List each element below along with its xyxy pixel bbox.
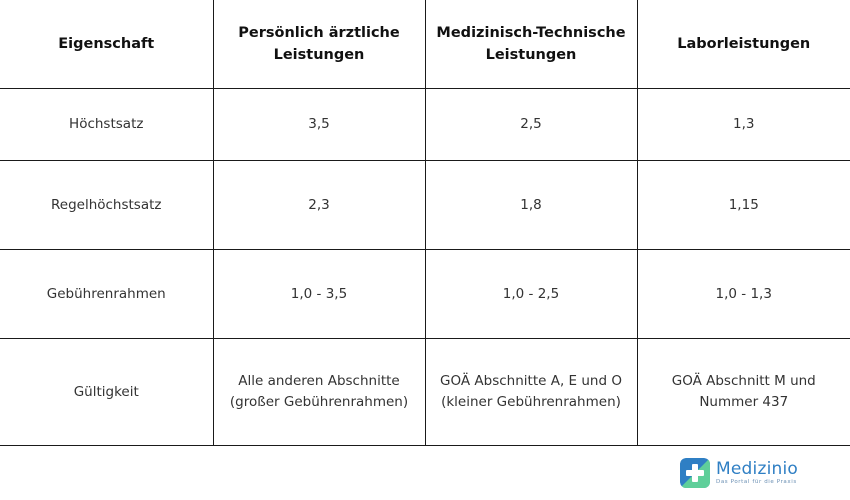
header-personal-medical: Persönlich ärztliche Leistungen (213, 0, 425, 89)
header-medical-technical: Medizinisch-Technische Leistungen (425, 0, 637, 89)
table-cell: GOÄ Abschnitt M und Nummer 437 (637, 339, 850, 446)
medizinio-logo (680, 456, 798, 490)
table-cell: 2,3 (213, 161, 425, 250)
table-cell: 1,0 - 2,5 (425, 250, 637, 339)
table-row-gebuehrenrahmen (0, 250, 850, 339)
logo-tagline: Das Portal für die Praxis (716, 479, 797, 485)
table-header-row (0, 0, 850, 89)
table-row-gueltigkeit (0, 339, 850, 446)
table-cell: 1,0 - 1,3 (637, 250, 850, 339)
table-cell: Gebührenrahmen (0, 250, 213, 339)
table-cell: GOÄ Abschnitte A, E und O (kleiner Gebührenrahmen) (425, 339, 637, 446)
table-cell: 1,0 - 3,5 (213, 250, 425, 339)
table-row-hoechstsatz (0, 89, 850, 161)
header-property: Eigenschaft (0, 0, 213, 89)
table-cell: Gültigkeit (0, 339, 213, 446)
table-cell: Höchstsatz (0, 89, 213, 161)
table-cell: Alle anderen Abschnitte (großer Gebührenrahmen) (213, 339, 425, 446)
table-cell: 1,8 (425, 161, 637, 250)
table-cell: Regelhöchstsatz (0, 161, 213, 250)
logo-wordmark: Medizinio (716, 459, 798, 479)
table-cell: 1,3 (637, 89, 850, 161)
table-cell: 1,15 (637, 161, 850, 250)
table-cell: 2,5 (425, 89, 637, 161)
table-cell: 3,5 (213, 89, 425, 161)
table-row-regelhoechstsatz (0, 161, 850, 250)
header-laboratory: Laborleistungen (637, 0, 850, 89)
medical-cross-icon (680, 458, 710, 488)
